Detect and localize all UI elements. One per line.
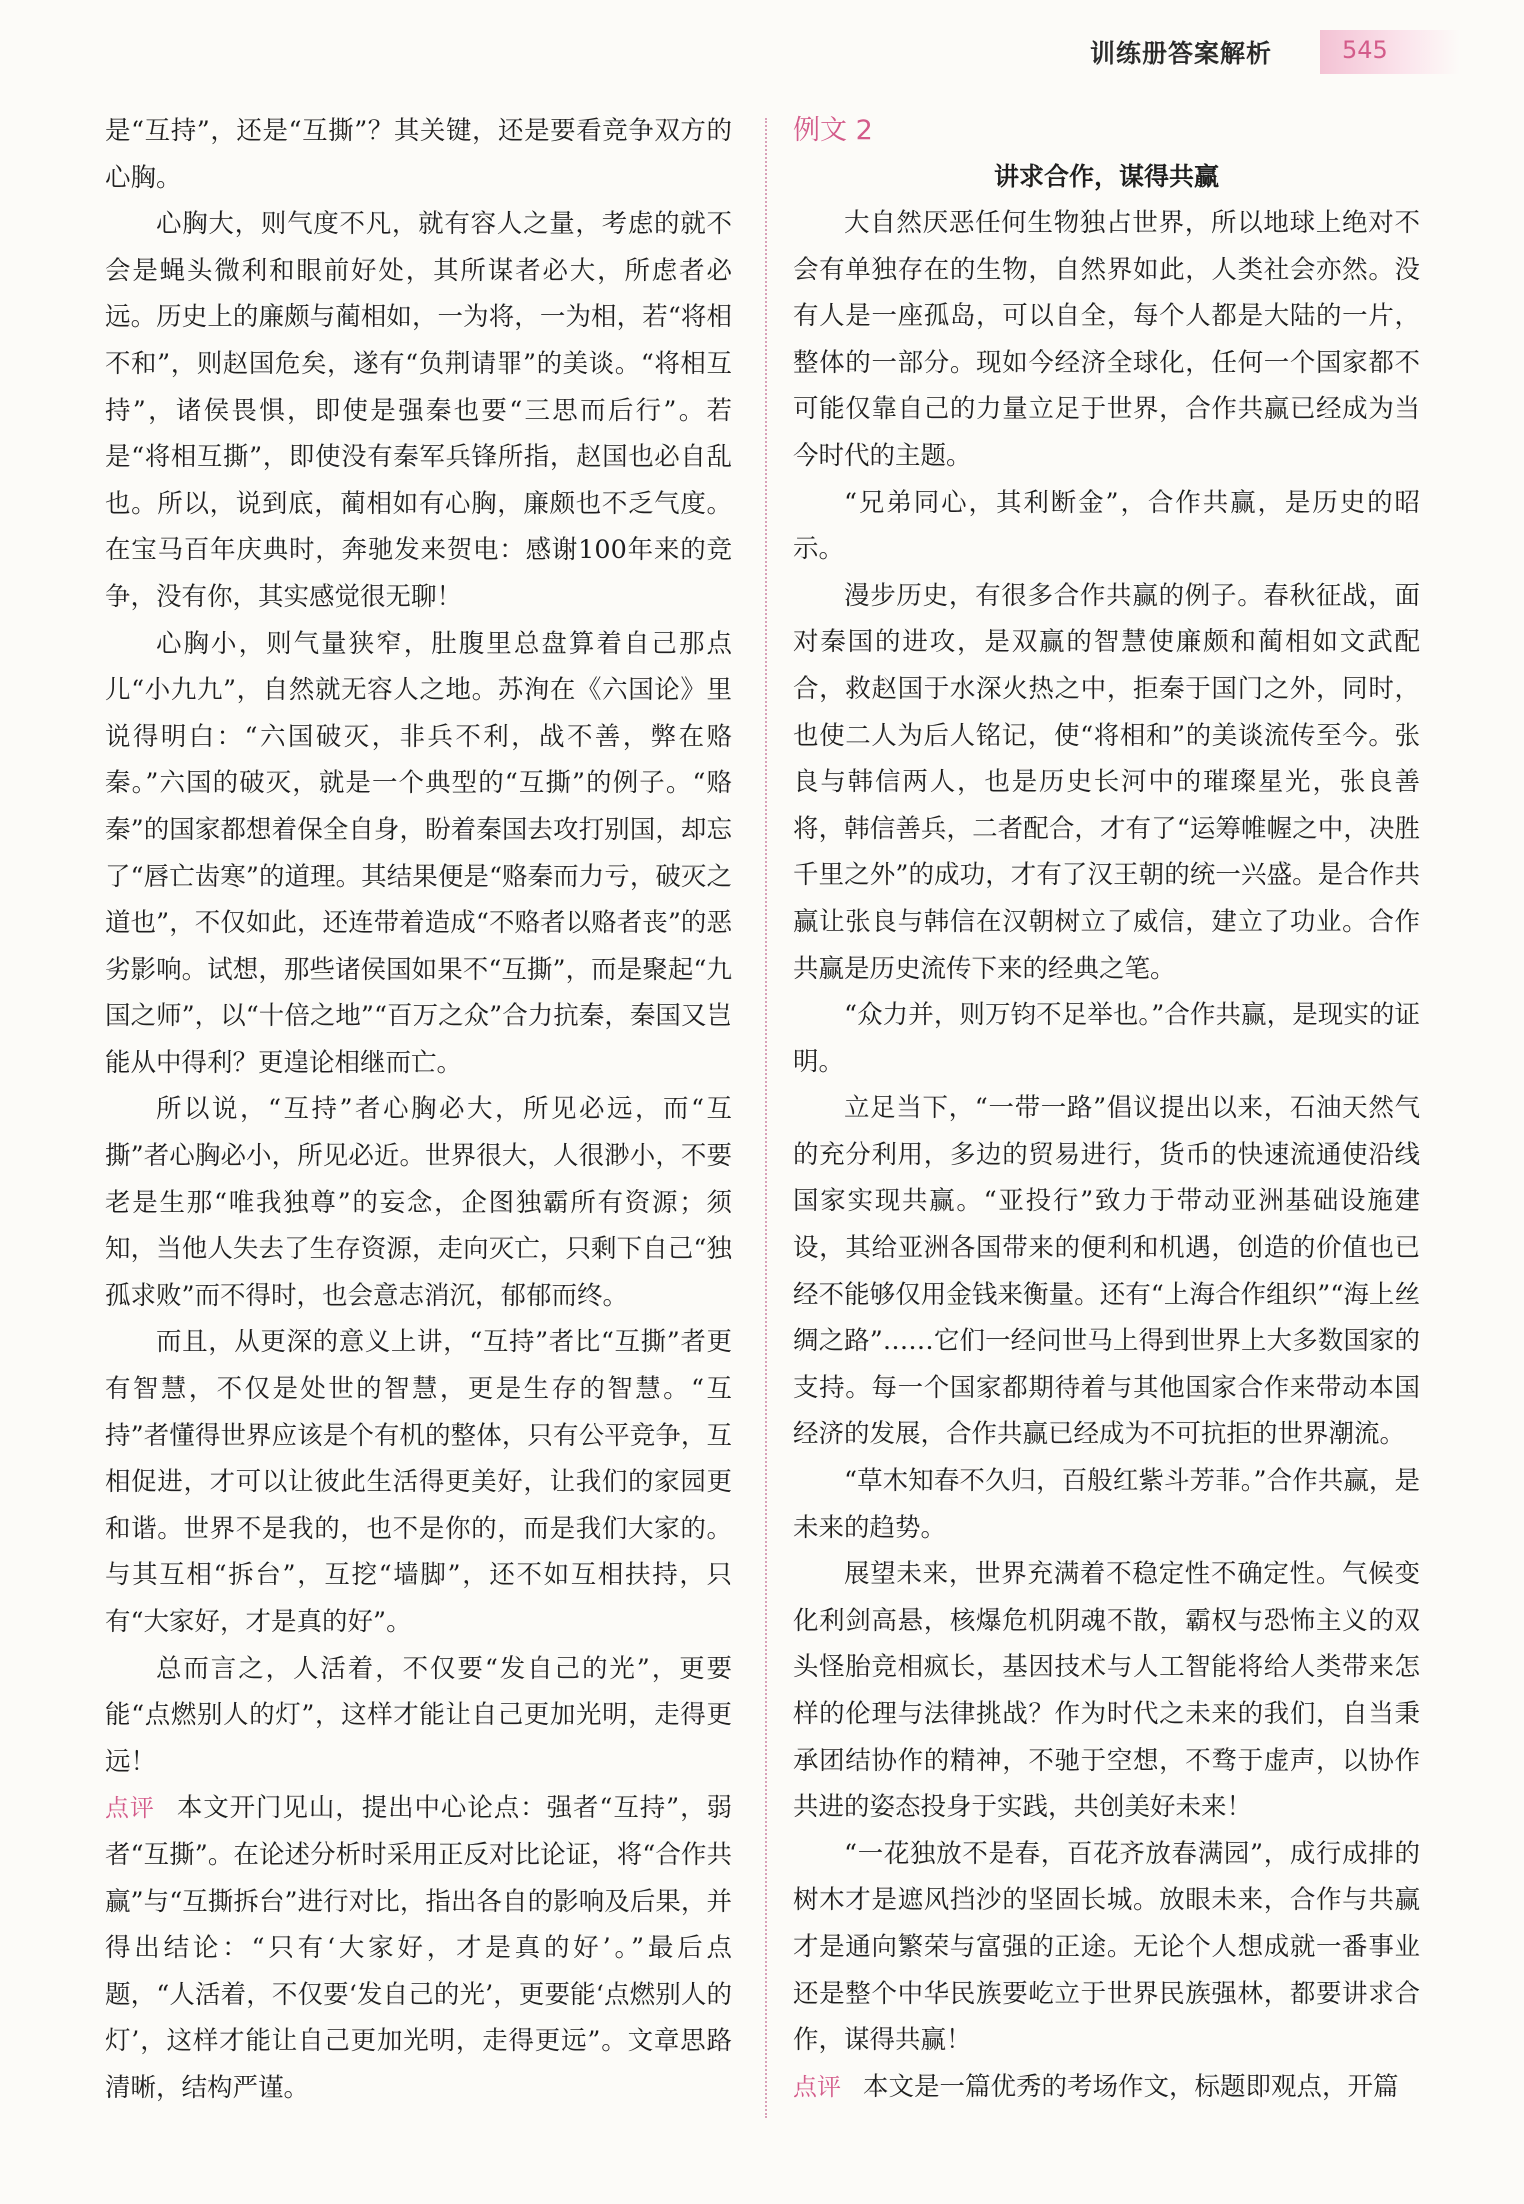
paragraph: 是“互持”，还是“互撕”？其关键，还是要看竞争双方的心胸。 <box>105 116 732 193</box>
comment-text: 本文开门见山，提出中心论点：强者“互持”，弱者“互撕”。在论述分析时采用正反对比论证，将“合作共赢”与“互撕拆台”进行对比，指出各自的影响及后果，并得出结论：“只有‘大家好，才是真的好’。”最后点题，“人活着，不仅要‘发自己的光’，更要能‘点燃别人的灯’，这样才能让自己更加光明，走得更远”。文章思路清晰，结构严谨。 <box>105 1793 733 2103</box>
paragraph: “一花独放不是春，百花齐放春满园”，成行成排的树木才是遮风挡沙的坚固长城。放眼未来，合作与共赢才是通向繁荣与富强的正途。无论个人想成就一番事业还是整个中华民族要屹立于世界民族强林，都要讲求合作，谋得共赢！ <box>793 1838 1420 2056</box>
example-label: 例文 2 <box>793 115 873 146</box>
paragraph: 展望未来，世界充满着不稳定性不确定性。气候变化利剑高悬，核爆危机阴魂不散，霸权与恐怖主义的双头怪胎竞相疯长，基因技术与人工智能将给人类带来怎样的伦理与法律挑战？作为时代之未来的我们，自当秉承团结协作的精神，不驰于空想，不骛于虚声，以协作共进的姿态投身于实践，共创美好未来！ <box>793 1559 1420 1823</box>
right-column <box>793 108 1420 2110</box>
comment-text: 本文是一篇优秀的考场作文，标题即观点，开篇 <box>863 2071 1399 2102</box>
left-column <box>105 108 732 2112</box>
paragraph: “众力并，则万钧不足举也。”合作共赢，是现实的证明。 <box>793 1000 1420 1077</box>
header-title: 训练册答案解析 <box>1090 39 1273 68</box>
paragraph: 心胸大，则气度不凡，就有容人之量，考虑的就不会是蝇头微利和眼前好处，其所谋者必大，所虑者必远。历史上的廉颇与蔺相如，一为将，一为相，若“将相不和”，则赵国危矣，遂有“负荆请罪”的美谈。“将相互持”，诸侯畏惧，即使是强秦也要“三思而后行”。若是“将相互撕”，即使没有秦军兵锋所指，赵国也必自乱也。所以，说到底，蔺相如有心胸，廉颇也不乏气度。在宝马百年庆典时，奔驰发来贺电：感谢100年来的竞争，没有你，其实感觉很无聊！ <box>105 209 732 612</box>
comment <box>105 1785 732 2111</box>
comment <box>793 2064 1420 2111</box>
page-number: 545 <box>1342 36 1388 64</box>
paragraph: 漫步历史，有很多合作共赢的例子。春秋征战，面对秦国的进攻，是双赢的智慧使廉颇和蔺相如文武配合，救赵国于水深火热之中，拒秦于国门之外，同时，也使二人为后人铭记，使“将相和”的美谈流传至今。张良与韩信两人，也是历史长河中的璀璨星光，张良善将，韩信善兵，二者配合，才有了“运筹帷幄之中，决胜千里之外”的成功，才有了汉王朝的统一兴盛。是合作共赢让张良与韩信在汉朝树立了威信，建立了功业。合作共赢是历史流传下来的经典之笔。 <box>793 580 1420 984</box>
page-header <box>1090 30 1524 74</box>
comment-label: 点评 <box>793 2072 841 2101</box>
paragraph: 所以说，“互持”者心胸必大，所见必远，而“互撕”者心胸必小，所见必近。世界很大，人很渺小，不要老是生那“唯我独尊”的妄念，企图独霸所有资源；须知，当他人失去了生存资源，走向灭亡，只剩下自己“独孤求败”而不得时，也会意志消沉，郁郁而终。 <box>105 1094 732 1311</box>
page-number-badge <box>1320 30 1460 74</box>
paragraph: “兄弟同心，其利断金”，合作共赢，是历史的昭示。 <box>793 487 1420 565</box>
comment-label: 点评 <box>105 1794 155 1823</box>
paragraph: 心胸小，则气量狭窄，肚腹里总盘算着自己那点儿“小九九”，自然就无容人之地。苏洵在《六国论》里说得明白：“六国破灭，非兵不利，战不善，弊在赂秦。”六国的破灭，就是一个典型的“互撕”的例子。“赂秦”的国家都想着保全自身，盼着秦国去攻打别国，却忘了“唇亡齿寒”的道理。其结果便是“赂秦而力亏，破灭之道也”，不仅如此，还连带着造成“不赂者以赂者丧”的恶劣影响。试想，那些诸侯国如果不“互撕”，而是聚起“九国之师”，以“十倍之地”“百万之众”合力抗秦，秦国又岂能从中得利？更遑论相继而亡。 <box>105 628 732 1078</box>
example-title: 讲求合作，谋得共赢 <box>993 162 1219 191</box>
paragraph: “草木知春不久归，百般红紫斗芳菲。”合作共赢，是未来的趋势。 <box>793 1466 1420 1543</box>
column-divider <box>765 118 767 2118</box>
paragraph: 立足当下，“一带一路”倡议提出以来，石油天然气的充分利用，多边的贸易进行，货币的快速流通使沿线国家实现共赢。“亚投行”致力于带动亚洲基础设施建设，其给亚洲各国带来的便利和机遇，创造的价值也已经不能够仅用金钱来衡量。还有“上海合作组织”“海上丝绸之路”……它们一经问世马上得到世界上大多数国家的支持。每一个国家都期待着与其他国家合作来带动本国经济的发展，合作共赢已经成为不可抗拒的世界潮流。 <box>793 1093 1420 1450</box>
paragraph: 大自然厌恶任何生物独占世界，所以地球上绝对不会有单独存在的生物，自然界如此，人类社会亦然。没有人是一座孤岛，可以自全，每个人都是大陆的一片，整体的一部分。现如今经济全球化，任何一个国家都不可能仅靠自己的力量立足于世界，合作共赢已经成为当今时代的主题。 <box>793 208 1420 471</box>
paragraph: 总而言之，人活着，不仅要“发自己的光”，更要能“点燃别人的灯”，这样才能让自己更加光明，走得更远！ <box>105 1653 732 1777</box>
paragraph: 而且，从更深的意义上讲，“互持”者比“互撕”者更有智慧，不仅是处世的智慧，更是生存的智慧。“互持”者懂得世界应该是个有机的整体，只有公平竞争，互相促进，才可以让彼此生活得更美好，让我们的家园更和谐。世界不是我的，也不是你的，而是我们大家的。与其互相“拆台”，互挖“墙脚”，还不如互相扶持，只有“大家好，才是真的好”。 <box>105 1327 732 1637</box>
